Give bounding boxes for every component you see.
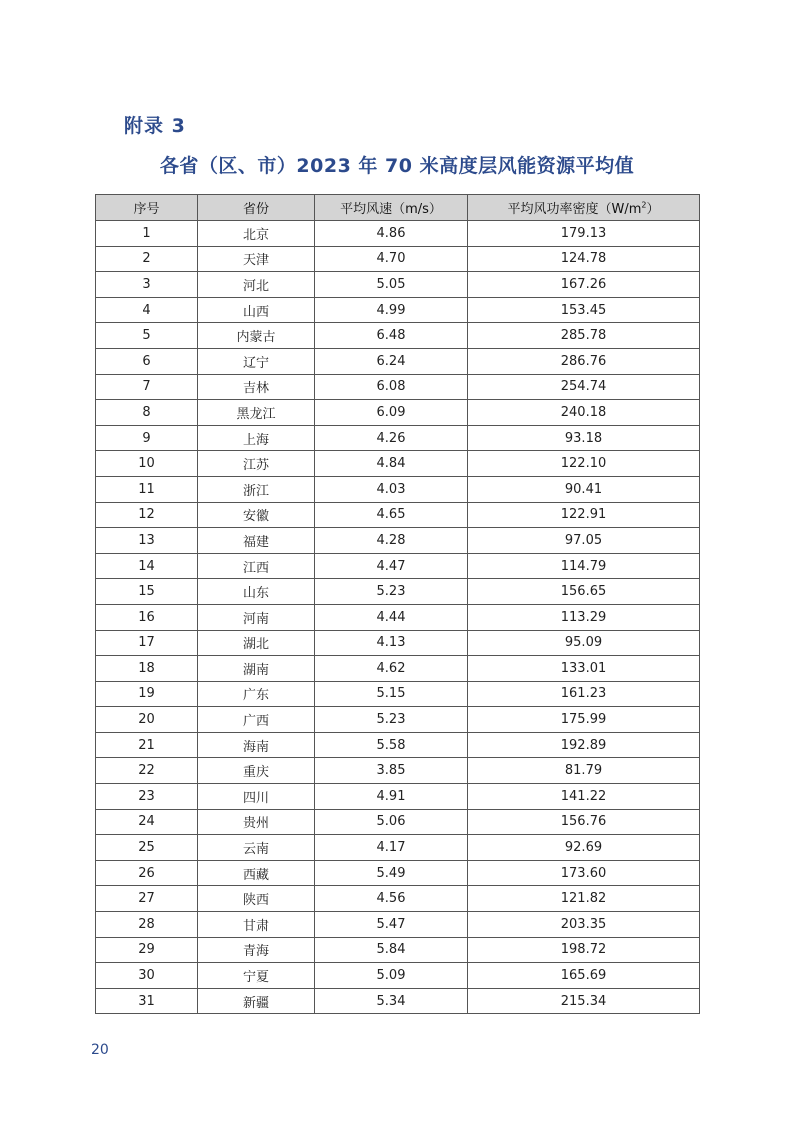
cell-density: 113.29 <box>468 604 700 630</box>
cell-index: 6 <box>96 348 198 374</box>
cell-index: 29 <box>96 937 198 963</box>
cell-index: 13 <box>96 528 198 554</box>
cell-speed: 5.09 <box>315 963 468 989</box>
cell-province: 甘肃 <box>198 912 315 938</box>
cell-speed: 3.85 <box>315 758 468 784</box>
cell-speed: 4.62 <box>315 656 468 682</box>
table-row <box>96 656 700 682</box>
cell-index: 14 <box>96 553 198 579</box>
table-row <box>96 476 700 502</box>
cell-density: 97.05 <box>468 528 700 554</box>
cell-density: 92.69 <box>468 835 700 861</box>
cell-density: 156.76 <box>468 809 700 835</box>
header-index: 序号 <box>96 195 198 221</box>
cell-province: 陕西 <box>198 886 315 912</box>
cell-speed: 6.09 <box>315 400 468 426</box>
cell-index: 10 <box>96 451 198 477</box>
cell-province: 内蒙古 <box>198 323 315 349</box>
cell-speed: 6.08 <box>315 374 468 400</box>
cell-province: 河北 <box>198 272 315 298</box>
cell-density: 122.10 <box>468 451 700 477</box>
cell-speed: 4.44 <box>315 604 468 630</box>
table-row <box>96 528 700 554</box>
cell-speed: 5.47 <box>315 912 468 938</box>
table-row <box>96 809 700 835</box>
cell-speed: 4.65 <box>315 502 468 528</box>
table-row <box>96 348 700 374</box>
cell-index: 31 <box>96 988 198 1014</box>
cell-index: 19 <box>96 681 198 707</box>
cell-index: 7 <box>96 374 198 400</box>
header-density-prefix: 平均风功率密度（W/m <box>507 202 642 217</box>
cell-index: 23 <box>96 784 198 810</box>
cell-density: 192.89 <box>468 732 700 758</box>
cell-speed: 5.15 <box>315 681 468 707</box>
table-row <box>96 758 700 784</box>
table-row <box>96 451 700 477</box>
cell-index: 17 <box>96 630 198 656</box>
table-row <box>96 272 700 298</box>
header-density <box>468 195 700 221</box>
appendix-label: 附录 3 <box>124 115 186 137</box>
cell-index: 2 <box>96 246 198 272</box>
table-row <box>96 937 700 963</box>
cell-speed: 4.84 <box>315 451 468 477</box>
cell-density: 124.78 <box>468 246 700 272</box>
table-header-row <box>96 195 700 221</box>
cell-index: 12 <box>96 502 198 528</box>
cell-province: 云南 <box>198 835 315 861</box>
table-row <box>96 553 700 579</box>
cell-speed: 5.49 <box>315 860 468 886</box>
cell-density: 198.72 <box>468 937 700 963</box>
cell-density: 93.18 <box>468 425 700 451</box>
cell-speed: 4.91 <box>315 784 468 810</box>
cell-index: 24 <box>96 809 198 835</box>
table-row <box>96 604 700 630</box>
cell-density: 240.18 <box>468 400 700 426</box>
cell-province: 安徽 <box>198 502 315 528</box>
table-row <box>96 374 700 400</box>
table-row <box>96 886 700 912</box>
cell-speed: 4.47 <box>315 553 468 579</box>
cell-province: 青海 <box>198 937 315 963</box>
table-row <box>96 246 700 272</box>
cell-province: 江苏 <box>198 451 315 477</box>
cell-province: 重庆 <box>198 758 315 784</box>
cell-speed: 4.99 <box>315 297 468 323</box>
cell-province: 北京 <box>198 221 315 247</box>
cell-index: 1 <box>96 221 198 247</box>
cell-index: 9 <box>96 425 198 451</box>
table-row <box>96 732 700 758</box>
cell-density: 95.09 <box>468 630 700 656</box>
cell-province: 湖南 <box>198 656 315 682</box>
cell-index: 3 <box>96 272 198 298</box>
table-row <box>96 323 700 349</box>
cell-density: 215.34 <box>468 988 700 1014</box>
header-speed: 平均风速（m/s） <box>315 195 468 221</box>
cell-density: 165.69 <box>468 963 700 989</box>
page-number: 20 <box>91 1042 109 1058</box>
cell-index: 8 <box>96 400 198 426</box>
cell-speed: 5.34 <box>315 988 468 1014</box>
cell-province: 海南 <box>198 732 315 758</box>
cell-density: 141.22 <box>468 784 700 810</box>
cell-index: 16 <box>96 604 198 630</box>
cell-index: 5 <box>96 323 198 349</box>
cell-speed: 6.24 <box>315 348 468 374</box>
cell-density: 81.79 <box>468 758 700 784</box>
cell-speed: 5.05 <box>315 272 468 298</box>
cell-province: 宁夏 <box>198 963 315 989</box>
cell-index: 30 <box>96 963 198 989</box>
cell-density: 90.41 <box>468 476 700 502</box>
cell-index: 15 <box>96 579 198 605</box>
cell-province: 山东 <box>198 579 315 605</box>
cell-province: 福建 <box>198 528 315 554</box>
cell-speed: 4.17 <box>315 835 468 861</box>
table-row <box>96 579 700 605</box>
table-row <box>96 630 700 656</box>
cell-index: 28 <box>96 912 198 938</box>
cell-density: 175.99 <box>468 707 700 733</box>
cell-province: 上海 <box>198 425 315 451</box>
cell-density: 153.45 <box>468 297 700 323</box>
cell-density: 254.74 <box>468 374 700 400</box>
cell-density: 285.78 <box>468 323 700 349</box>
cell-index: 11 <box>96 476 198 502</box>
cell-density: 173.60 <box>468 860 700 886</box>
cell-speed: 5.23 <box>315 579 468 605</box>
wind-resource-table <box>95 194 700 1014</box>
table-row <box>96 400 700 426</box>
cell-density: 122.91 <box>468 502 700 528</box>
table-body <box>96 221 700 1014</box>
cell-density: 286.76 <box>468 348 700 374</box>
cell-index: 25 <box>96 835 198 861</box>
cell-speed: 4.70 <box>315 246 468 272</box>
cell-density: 167.26 <box>468 272 700 298</box>
table-row <box>96 502 700 528</box>
cell-speed: 4.13 <box>315 630 468 656</box>
cell-density: 203.35 <box>468 912 700 938</box>
table-row <box>96 988 700 1014</box>
table-row <box>96 784 700 810</box>
table-row <box>96 912 700 938</box>
cell-density: 114.79 <box>468 553 700 579</box>
cell-province: 广东 <box>198 681 315 707</box>
table-row <box>96 425 700 451</box>
cell-density: 179.13 <box>468 221 700 247</box>
cell-province: 山西 <box>198 297 315 323</box>
cell-province: 贵州 <box>198 809 315 835</box>
cell-density: 156.65 <box>468 579 700 605</box>
table-title: 各省（区、市）2023 年 70 米高度层风能资源平均值 <box>159 155 635 177</box>
table-row <box>96 707 700 733</box>
header-density-sup: 2 <box>641 200 647 210</box>
cell-speed: 4.03 <box>315 476 468 502</box>
cell-province: 广西 <box>198 707 315 733</box>
header-density-suffix: ） <box>646 202 660 217</box>
cell-province: 四川 <box>198 784 315 810</box>
cell-speed: 5.06 <box>315 809 468 835</box>
cell-index: 27 <box>96 886 198 912</box>
cell-speed: 4.28 <box>315 528 468 554</box>
cell-speed: 5.23 <box>315 707 468 733</box>
cell-speed: 4.26 <box>315 425 468 451</box>
cell-index: 18 <box>96 656 198 682</box>
cell-province: 辽宁 <box>198 348 315 374</box>
table-row <box>96 860 700 886</box>
cell-province: 吉林 <box>198 374 315 400</box>
table-row <box>96 681 700 707</box>
cell-province: 江西 <box>198 553 315 579</box>
cell-speed: 4.86 <box>315 221 468 247</box>
table-row <box>96 297 700 323</box>
cell-speed: 5.84 <box>315 937 468 963</box>
cell-index: 22 <box>96 758 198 784</box>
cell-index: 20 <box>96 707 198 733</box>
header-province: 省份 <box>198 195 315 221</box>
cell-speed: 4.56 <box>315 886 468 912</box>
cell-province: 天津 <box>198 246 315 272</box>
cell-density: 121.82 <box>468 886 700 912</box>
cell-speed: 6.48 <box>315 323 468 349</box>
cell-density: 161.23 <box>468 681 700 707</box>
cell-index: 21 <box>96 732 198 758</box>
cell-province: 湖北 <box>198 630 315 656</box>
cell-province: 浙江 <box>198 476 315 502</box>
cell-province: 西藏 <box>198 860 315 886</box>
cell-province: 黑龙江 <box>198 400 315 426</box>
table-row <box>96 221 700 247</box>
cell-province: 河南 <box>198 604 315 630</box>
table-row <box>96 963 700 989</box>
cell-province: 新疆 <box>198 988 315 1014</box>
table-row <box>96 835 700 861</box>
cell-index: 26 <box>96 860 198 886</box>
cell-density: 133.01 <box>468 656 700 682</box>
cell-speed: 5.58 <box>315 732 468 758</box>
cell-index: 4 <box>96 297 198 323</box>
